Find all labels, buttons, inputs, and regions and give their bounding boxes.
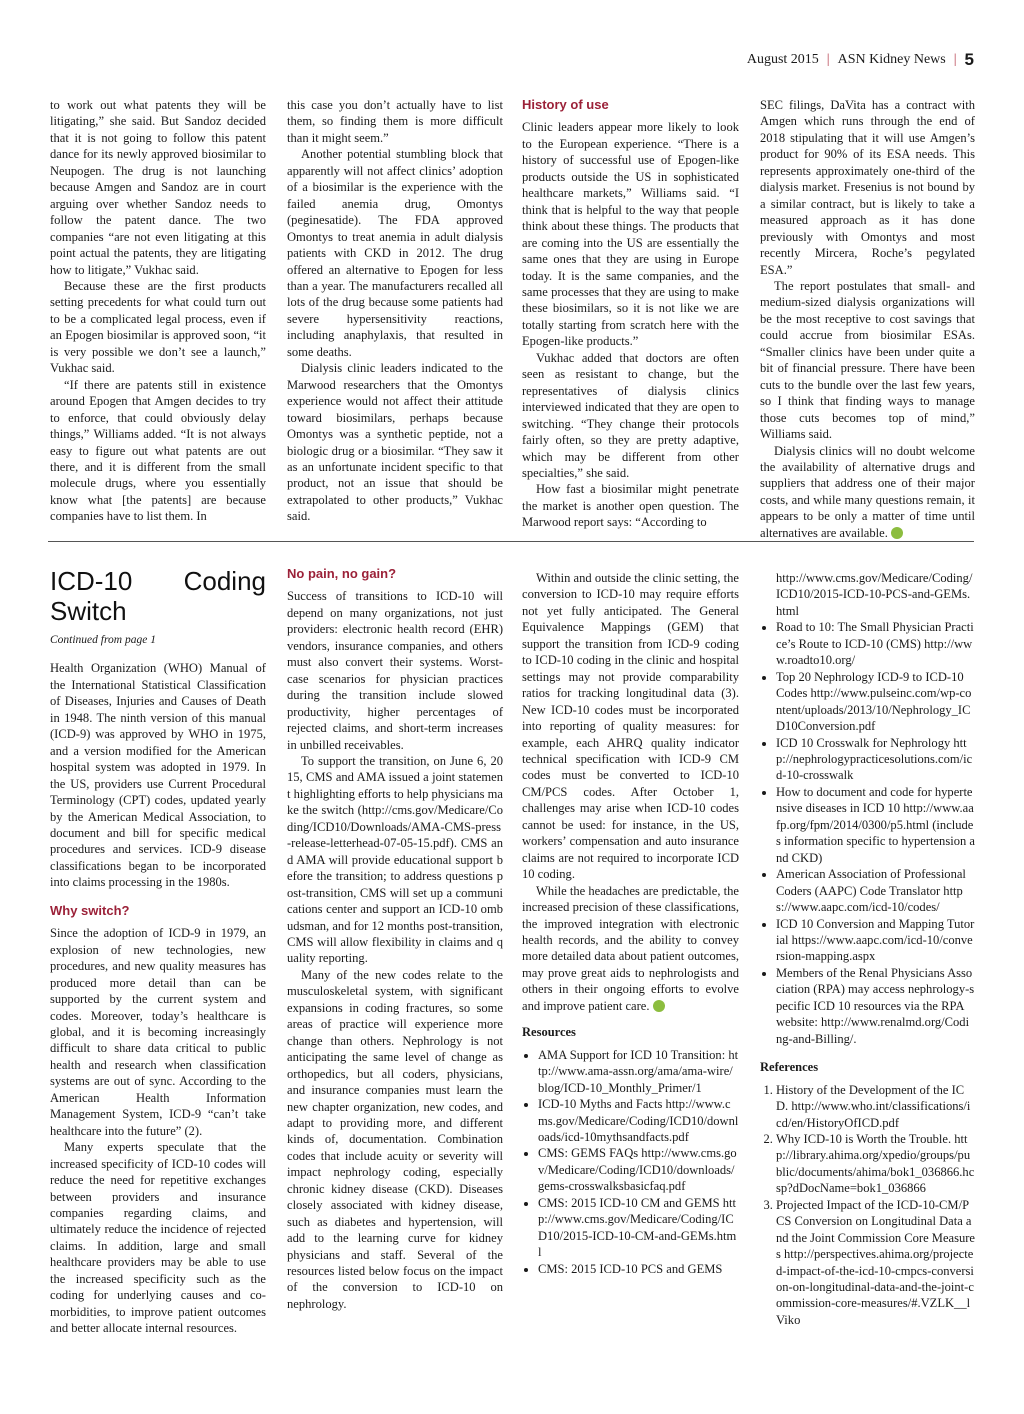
subheading-why-switch: Why switch? [50,902,130,918]
resource-item: • AMA Support for ICD 10 Transition: http://www.ama-assn.org/ama/ama-wire/blog/ICD-10_Monthly_Primer/1 [538,1047,739,1096]
paragraph: Vukhac added that doctors are often seen as resistant to change, but the representatives of dialysis clinics interviewed indicated that they are open to switching. “They change their protocols fairly often, so they are pretty adaptive, which may be different from other specialties,” she said. [522,350,739,480]
section-divider [48,541,974,542]
reference-item: 2. Why ICD-10 is Worth the Trouble. http://library.ahima.org/xpedio/groups/public/documents/ahima/bok1_036866.hcsp?dDocName=bok1_036866 [776,1131,975,1197]
paragraph [760,443,975,542]
reference-item: 1. History of the Development of the ICD. http://www.who.int/classifications/icd/en/HistoryOfICD.pdf [776,1082,975,1131]
resource-item: • CMS: GEMS FAQs http://www.cms.gov/Medicare/Coding/ICD10/downloads/gems-crosswalksbasicfaq.pdf [538,1145,739,1194]
paragraph: Since the adoption of ICD-9 in 1979, an explosion of new technologies, new procedures, and new quality measures has produced more detail than can be supported by the current system and codes. Moreover, today’s healthcare is global, and it is becoming increasingly difficult to share data critical to public health and research when classification systems are out of sync. According to the American Health Information Management System, ICD-9 “can’t take healthcare into the future” (2). [50,926,266,1138]
resource-item: • Road to 10: The Small Physician Practice’s Route to ICD-10 (CMS) http://www.roadto10.org/ [776,619,975,668]
paragraph-text: Dialysis clinics will no doubt welcome the availability of alternative drugs and suppliers that address one of their major costs, and while many questions remain, it appears to be only a matter of time until alternatives are available. [760,443,975,540]
paragraph: The report postulates that small- and medium-sized dialysis organizations will be the most receptive to cost savings that could accrue from biosimilar ESAs. “Smaller clinics have been under quite a bit of financial pressure. There have been cuts to the bundle over the last few years, so I think that finding ways to manage those cuts becomes top of mind,” Williams said. [760,278,975,442]
page-header [747,50,974,70]
paragraph: Within and outside the clinic setting, the conversion to ICD-10 may require efforts not yet fully anticipated. The General Equivalence Mappings (GEM) that support the transition from ICD-9 coding to ICD-10 coding in the clinic and hospital settings may not provide comparability ratios for tracking longitudinal data (3). New ICD-10 codes must be incorporated into reporting of quality measures: for example, each AHRQ quality indicator technical specification with ICD-9 CM codes must be converted to ICD-10 CM/PCS codes. After October 1, challenges may arise when ICD-10 codes cannot be used: for instance, in the US, workers’ compensation and auto insurance claims are not required to incorporate ICD 10 coding. [522,571,739,882]
paragraph: SEC filings, DaVita has a contract with Amgen which runs through the end of 2018 stipulating that it will use Amgen’s product for 90% of its ESA needs. This represents approximately one-third of the dialysis market. Fresenius is not bound by a similar contract, but is likely to take a measured approach as it has done previously with Omontys and most recently Mircera, Roche’s pegylated ESA.” [760,98,975,277]
top-column-3 [522,97,739,531]
subheading-no-pain-no-gain: No pain, no gain? [287,566,397,581]
publication-name: ASN Kidney News [837,52,946,67]
paragraph: Many of the new codes relate to the musculoskeletal system, with significant expansions in coding fractures, so some areas of practice will experience more change than others. Nephrology is not anticipating the same level of change as orthopedics, but all coders, physicians, and insurance companies must learn the new chapter organization, new codes, and adapt to providing more, and different kinds of, documentation. Combination codes that include acuity or severity will impact nephrology coding, especially chronic kidney disease (CKD). Diseases closely associated with kidney disease, such as diabetes and hypertension, will add to the learning curve for kidney physicians and staff. Several of the resources listed below focus on the impact of the conversion to ICD-10 on nephrology. [287,967,503,1311]
paragraph [522,883,739,1015]
subheading-history-of-use: History of use [522,97,609,112]
references-list [760,1082,975,1329]
paragraph: Success of transitions to ICD-10 will depend on many organizations, not just providers: electronic health record (EHR) vendors, insurance companies, and others must also convert their systems. Worst-case scenarios for physician practices during the transition include slowed productivity, higher percentages of rejected claims, and short-term increases in unbilled receivables. [287,589,503,752]
resources-list-continued [760,619,975,1047]
resource-item: • How to document and code for hypertensive diseases in ICD 10 http://www.aafp.org/fpm/2014/0300/p5.html (includes information specific to hypertension and CKD) [776,784,975,866]
bottom-column-4 [760,570,975,1328]
resource-item: • ICD 10 Conversion and Mapping Tutorial https://www.aapc.com/icd-10/conversion-mapping.aspx [776,916,975,965]
reference-item: 3. Projected Impact of the ICD-10-CM/PCS Conversion on Longitudinal Data and the Joint Commission Core Measures http://perspectives.ahima.org/projected-impact-of-the-icd-10-cmpcs-conversion-on-longitudinal-data-and-the-joint-commission-core-measures/#.VZLK__lViko [776,1197,975,1329]
paragraph: this case you don’t actually have to list them, so finding them is more difficult than it might seem.” [287,98,503,145]
paragraph: Dialysis clinic leaders indicated to the Marwood researchers that the Omontys experience would not affect their attitude toward biosimilars, perhaps because Omontys was a synthetic peptide, not a biologic drug or a biosimilar. “They saw it as an unfortunate incident specific to that product, not an issue that should be extrapolated to other products,” Vukhac said. [287,361,503,524]
bottom-column-1 [50,566,266,1337]
resource-item: • Members of the Renal Physicians Association (RPA) may access nephrology-specific ICD 10 resources via the RPA website: http://www.renalmd.org/Coding-and-Billing/. [776,965,975,1047]
paragraph: Another potential stumbling block that apparently will not affect clinics’ adoption of a biosimilar is the experience with the failed anemia drug, Omontys (peginesatide). The FDA approved Omontys to treat anemia in adult dialysis patients with CKD in 2012. The drug offered an alternative to Epogen for less than a year. The manufacturers recalled all lots of the drug because some patients had severe hypersensitivity reactions, including anaphylaxis, that resulted in some deaths. [287,147,503,359]
top-column-4 [760,97,975,541]
bottom-column-2 [287,566,503,1312]
top-column-1 [50,97,266,525]
end-mark-icon [653,1000,665,1012]
paragraph: Clinic leaders appear more likely to look to the European experience. “There is a history of successful use of Epogen-like products outside the US in sophisticated healthcare markets,” Williams said. “I think that is helpful to the way that people think about these things. The products that are coming into the US are essentially the same ones that they are using in Europe today. It is the same companies, and the same processes that they are using to make these biosimilars, so it is not like we are totally starting from scratch here with the Epogen-like products.” [522,120,739,349]
references-heading: References [760,1060,819,1075]
resource-item: • CMS: 2015 ICD-10 CM and GEMS http://www.cms.gov/Medicare/Coding/ICD10/2015-ICD-10-CM-and-GEMs.html [538,1195,739,1261]
paragraph: Health Organization (WHO) Manual of the International Statistical Classification of Diseases, Injuries and Causes of Death in 1948. The ninth version of this manual (ICD-9) was approved by WHO in 1975, and a version modified for the American hospital system was adopted in 1979. In the US, providers use Current Procedural Terminology (CPT) codes, updated yearly by the American Medical Association, to document and bill for specific medical procedures and services. ICD-9 disease classifications began to be incorporated into claims processing in the 1980s. [50,661,266,890]
paragraph: to work out what patents they will be litigating,” she said. But Sandoz decided that it is not going to follow this patent dance for its newly approved biosimilar to Neupogen. The drug is not launching because Amgen and Sandoz are in court arguing over whether Sandoz needs to follow the patent dance. The two companies “are not even litigating at this point actual the patents, they are litigating how to litigate,” Vukhac said. [50,98,266,277]
resource-item: • American Association of Professional Coders (AAPC) Code Translator https://www.aapc.com/icd-10/codes/ [776,866,975,915]
page-number: 5 [964,50,974,69]
resources-list [522,1047,739,1277]
paragraph: “If there are patents still in existence around Epogen that Amgen decides to try to enforce, that could obviously delay things,” Williams added. “It is not always easy to figure out what patents are out there, and it is different from the small molecule drugs, where you essentially know what [the patents] are because companies have to list them. In [50,377,266,524]
resource-item: • CMS: 2015 ICD-10 PCS and GEMS [538,1261,739,1277]
issue-date: August 2015 [746,52,819,67]
paragraph: To support the transition, on June 6, 2015, CMS and AMA issued a joint statement highlighting efforts to help physicians make the switch (http://cms.gov/Medicare/Coding/ICD10/Downloads/AMA-CMS-press-release-letterhead-07-05-15.pdf). CMS and AMA will provide educational support before the transition; to address questions post-transition, CMS will set up a communications center and support an ICD-10 ombudsman, and for 12 months post-transition, CMS will allow flexibility in claims and quality reporting. [287,753,503,966]
article-title: ICD-10 Coding Switch [50,566,266,626]
paragraph: Because these are the first products setting precedents for what could turn out to be a complicated legal process, even if an Epogen biosimilar is approved soon, “it is very possible we don’t see a launch,” Vukhac said. [50,278,266,376]
paragraph: How fast a biosimilar might penetrate the market is another open question. The Marwood report says: “According to [522,482,739,530]
resource-continuation: http://www.cms.gov/Medicare/Coding/ICD10/2015-ICD-10-PCS-and-GEMs.html [776,571,973,618]
paragraph: Many experts speculate that the increased specificity of ICD-10 codes will reduce the need for repetitive exchanges between providers and insurance companies regarding claims, and ultimately reduce the incidence of rejected claims. In addition, large and small healthcare providers may be able to use the increased specificity such as the coding for underlying causes and co-morbidities, to improve patient outcomes and better allocate internal resources. [50,1140,266,1336]
header-separator: | [953,52,957,67]
continued-note: Continued from page 1 [50,634,156,646]
resource-item: • ICD 10 Crosswalk for Nephrology http://nephrologypracticesolutions.com/icd-10-crosswalk [776,735,975,784]
resource-item: • Top 20 Nephrology ICD-9 to ICD-10 Codes http://www.pulseinc.com/wp-content/uploads/2013/10/Nephrology_ICD10Conversion.pdf [776,669,975,735]
end-mark-icon [891,527,903,539]
bottom-column-3 [522,570,739,1277]
resources-heading: Resources [522,1025,576,1040]
header-separator: | [826,52,830,67]
paragraph-text: While the headaches are predictable, the increased precision of these classifications, the improved integration with electronic health records, and the ability to convey more detailed data about patient outcomes, may prove great aids to nephrologists and others in their ongoing efforts to evolve and improve patient care. [522,883,739,1013]
top-column-2 [287,97,503,525]
resource-item: • ICD-10 Myths and Facts http://www.cms.gov/Medicare/Coding/ICD10/downloads/icd-10mythsandfacts.pdf [538,1096,739,1145]
